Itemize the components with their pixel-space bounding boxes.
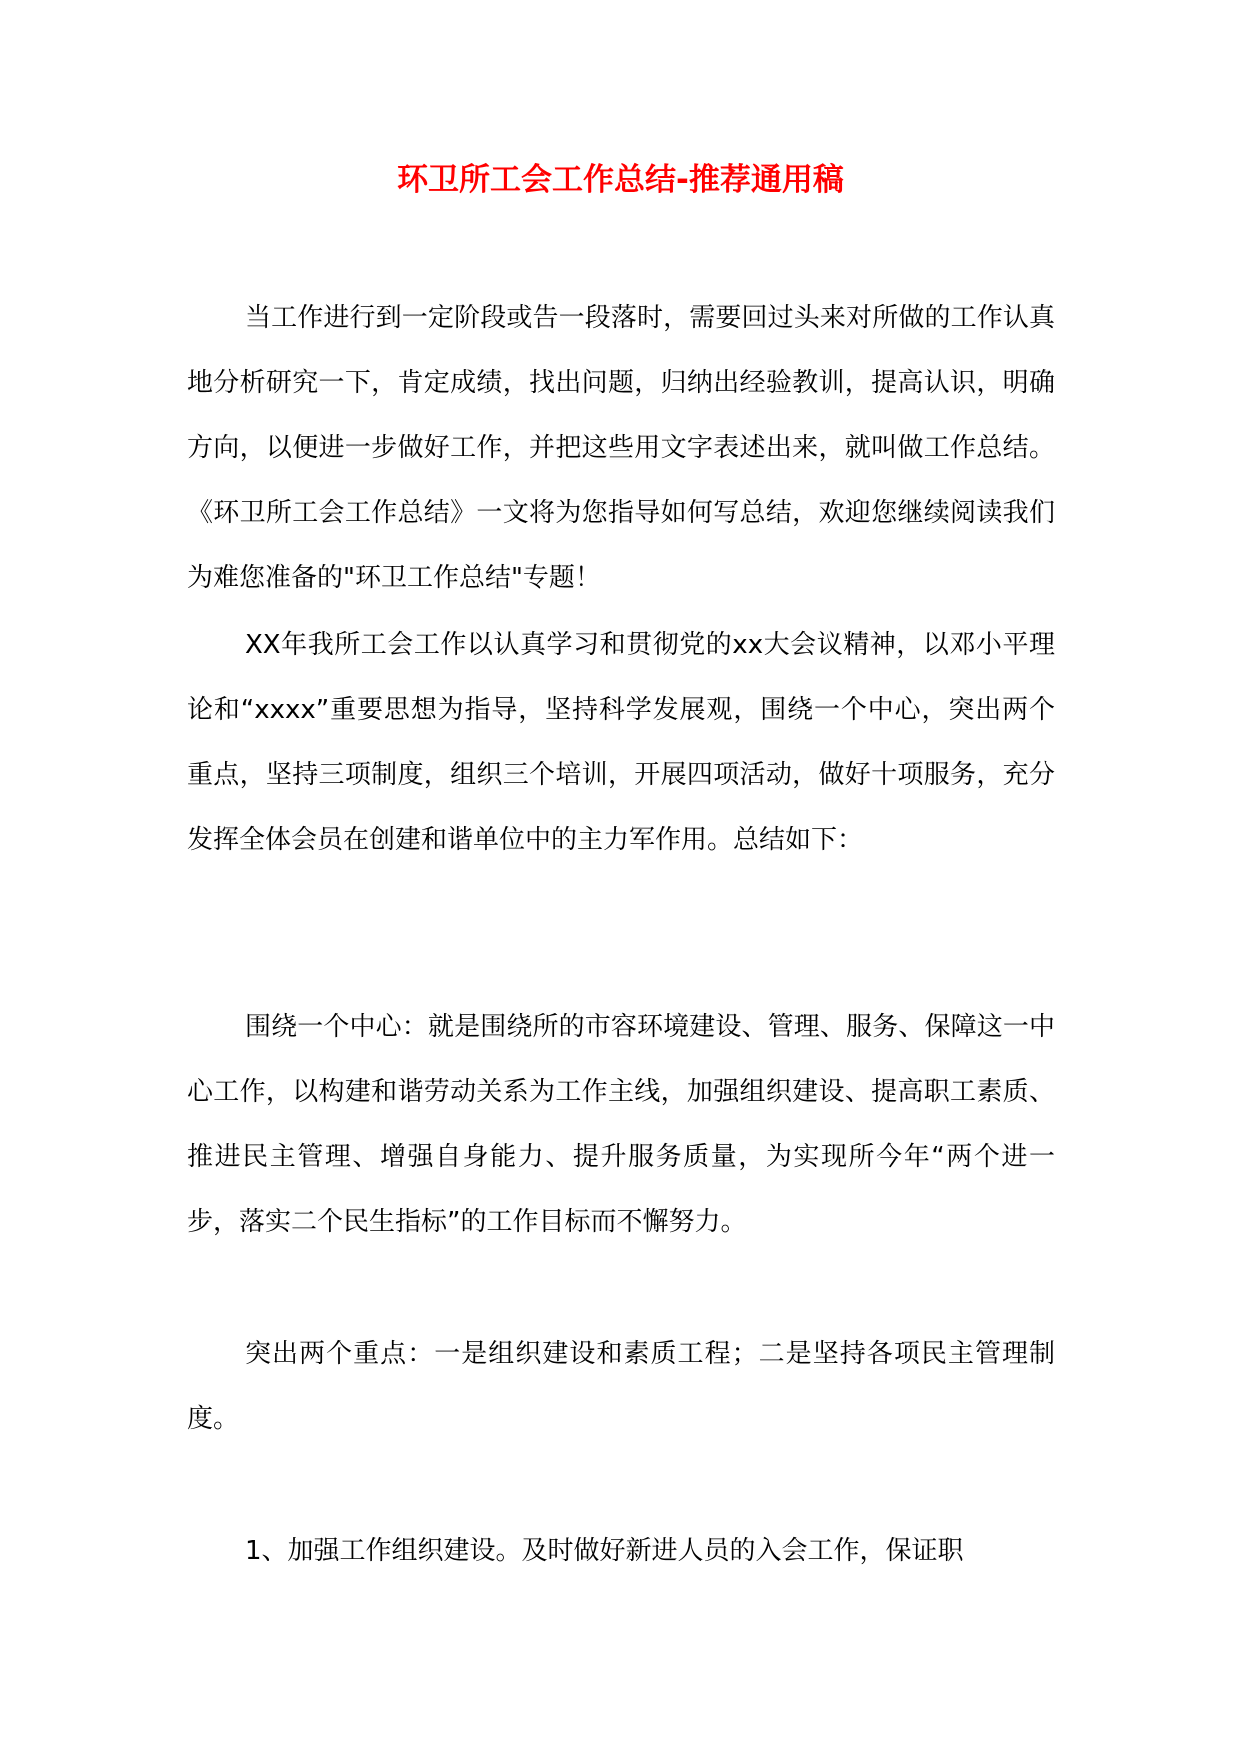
paragraph-text: 围绕一个中心：就是围绕所的市容环境建设、管理、服务、保障这一中心工作，以构建和谐劳动关系为工作主线，加强组织建设、提高职工素质、推进民主管理、增强自身能力、提升服务质量，为实现所今年“两个进一步，落实二个民生指标”的工作目标而不懈努力。 — [187, 1012, 1055, 1237]
paragraph-text: 1、加强工作组织建设。及时做好新进人员的入会工作，保证职 — [245, 1536, 964, 1566]
paragraph-text: XX年我所工会工作以认真学习和贯彻党的xx大会议精神，以邓小平理论和“xxxx”重要思想为指导，坚持科学发展观，围绕一个中心，突出两个重点，坚持三项制度，组织三个培训，开展四项活动，做好十项服务，充分发挥全体会员在创建和谐单位中的主力军作用。总结如下： — [187, 630, 1055, 855]
paragraph-overview — [187, 613, 1055, 873]
paragraph-one-center — [187, 995, 1055, 1255]
paragraph-text: 当工作进行到一定阶段或告一段落时，需要回过头来对所做的工作认真地分析研究一下，肯定成绩，找出问题，归纳出经验教训，提高认识，明确方向，以便进一步做好工作，并把这些用文字表述出来，就叫做工作总结。《环卫所工会工作总结》一文将为您指导如何写总结，欢迎您继续阅读我们为难您准备的"环卫工作总结"专题！ — [187, 303, 1055, 593]
document-title: 环卫所工会工作总结-推荐通用稿 — [397, 162, 844, 198]
paragraph-two-focuses — [187, 1322, 1055, 1452]
paragraph-text: 突出两个重点：一是组织建设和素质工程；二是坚持各项民主管理制度。 — [187, 1339, 1055, 1434]
paragraph-intro — [187, 286, 1055, 611]
paragraph-item-1 — [187, 1519, 1055, 1584]
